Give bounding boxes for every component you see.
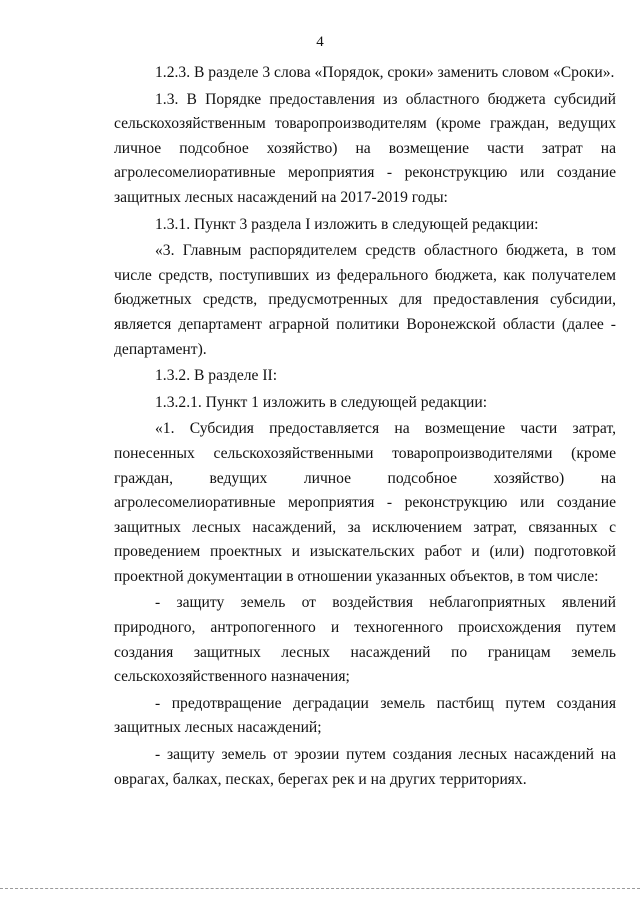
paragraph-clause-1: «1. Субсидия предоставляется на возмещение части затрат, понесенных сельскохозяйственными товаропроизводителями (кроме граждан, ведущих личное подсобное хозяйство) на агролесомелиоративные мероприятия - реконструкцию или создание защитных лесных насаждений, за исключением затрат, связанных с проведением проектных и изыскательских работ и (или) подготовкой проектной документации в отношении указанных объектов, в том числе: [114,420,616,585]
list-item-pasture-degradation: - предотвращение деградации земель пастбищ путем создания защитных лесных насаждений; [114,694,616,737]
paragraph-1-3-1: 1.3.1. Пункт 3 раздела I изложить в следующей редакции: [155,215,539,233]
paragraph-clause-3: «3. Главным распорядителем средств областного бюджета, в том числе средств, поступивших из федерального бюджета, как получателем бюджетных средств, предусмотренных для предоставления субсидии, является департамент аграрной политики Воронежской области (далее - департамент). [114,242,616,358]
page-bottom-divider [0,888,640,889]
paragraph-1-3: 1.3. В Порядке предоставления из областного бюджета субсидий сельскохозяйственным товаропроизводителям (кроме граждан, ведущих личное подсобное хозяйство) на возмещение части затрат на агролесомелиоративные мероприятия - реконструкцию или создание защитных лесных насаждений на 2017-2019 годы: [114,90,616,206]
paragraph-1-3-2-1: 1.3.2.1. Пункт 1 изложить в следующей редакции: [155,393,488,411]
list-item-erosion-protection: - защиту земель от эрозии путем создания лесных насаждений на оврагах, балках, песках, берегах рек и на других территориях. [114,746,616,788]
document-body [114,61,616,792]
paragraph-1-2-3: 1.2.3. В разделе 3 слова «Порядок, сроки» заменить словом «Сроки». [155,64,615,81]
page-number: 4 [316,34,324,50]
list-item-land-protection: - защиту земель от воздействия неблагоприятных явлений природного, антропогенного и техногенного происхождения путем создания защитных лесных насаждений по границам земель сельскохозяйственного назначения; [114,594,616,686]
paragraph-1-3-2: 1.3.2. В разделе II: [155,367,278,385]
